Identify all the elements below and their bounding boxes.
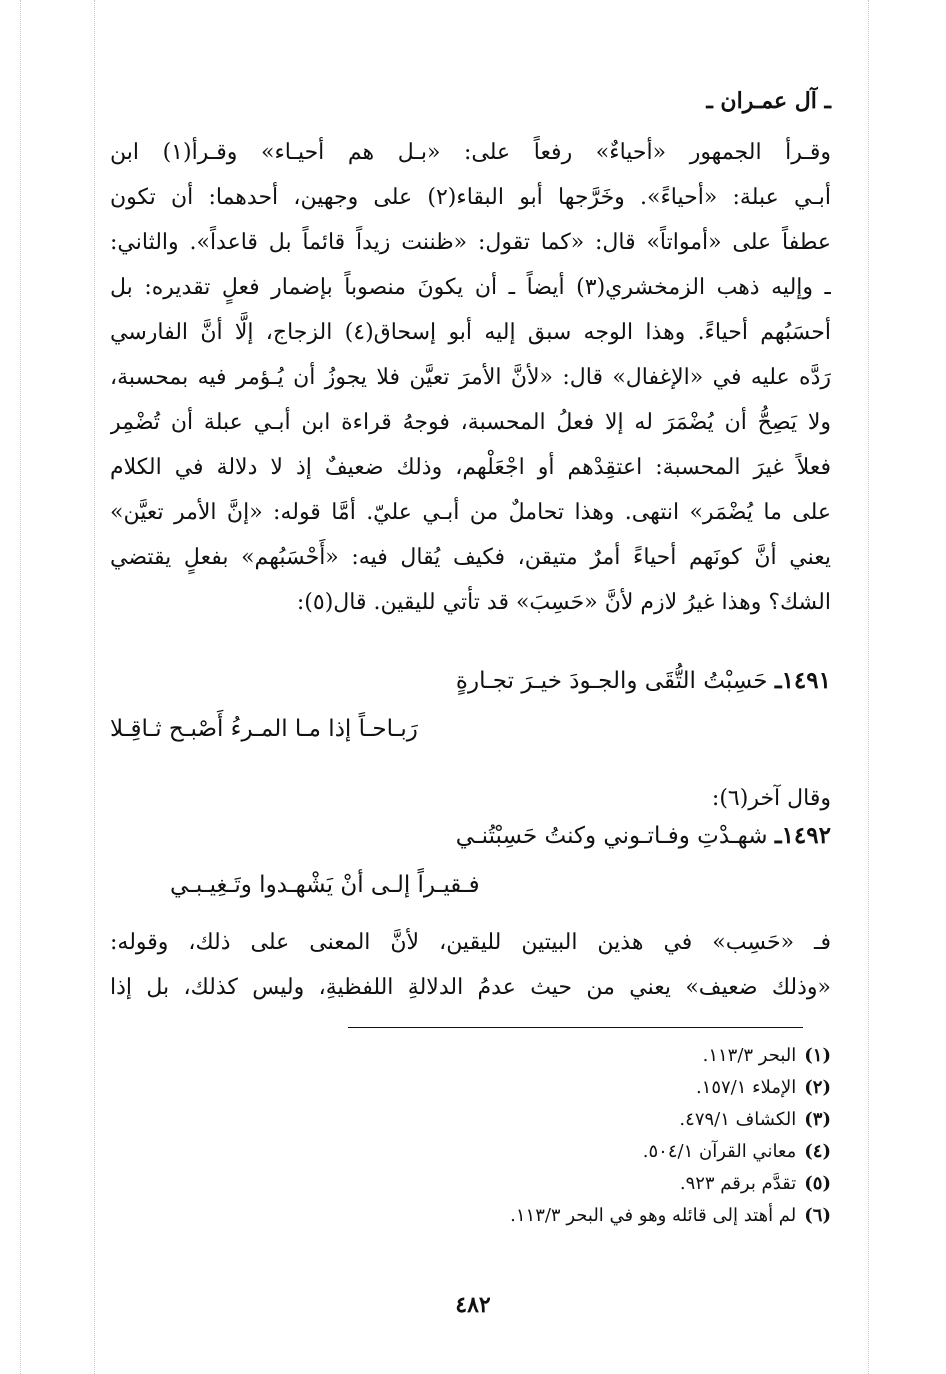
footnote [510, 1104, 831, 1136]
hemistich-text: شهـدْتِ وفـاتـوني وكنتُ حَسِبْتُنـي [455, 823, 768, 849]
footnote [510, 1136, 831, 1168]
text-line: على ما يُضْمَر» انتهى. وهذا تحاملٌ من أبـي عليّ. أمَّا قوله: «إنَّ الأمر تعيَّن» [110, 500, 831, 525]
text-line: ـ وإليه ذهب الزمخشري(٣) أيضاً ـ أن يكونَ منصوباً بإضمار فعلٍ تقديره: بل [110, 275, 831, 300]
footnote-text: البحر ١١٣/٣. [702, 1045, 797, 1066]
verse-1491-second-hemistich: رَبـاحـاً إذا مـا المـرءُ أَصْبـح ثـاقِـلا [110, 716, 418, 742]
verse-number: ١٤٩٢ـ [774, 822, 831, 849]
text-line: ولا يَصِحُّ أن يُضْمَرَ له إلا فعلُ المحسبة، فوجهُ قراءة ابن أبـي عبلة أن تُضْمِر [110, 410, 831, 435]
footnote-text: معاني القرآن ٥٠٤/١. [642, 1141, 797, 1162]
footnote-number: (٤) [804, 1141, 831, 1162]
text-line: عطفاً على «أمواتاً» قال: «كما تقول: «ظننت زيداً قائماً بل قاعداً». والثاني: [110, 230, 831, 255]
text-line: فعلاً غيرَ المحسبة: اعتقِدْهم أو اجْعَلْهم، وذلك ضعيفٌ إذ لا دلالة في الكلام [110, 455, 831, 480]
footnote-text: الكشاف ٤٧٩/١. [679, 1109, 797, 1130]
footnote [510, 1040, 831, 1072]
footnote [510, 1168, 831, 1200]
main-paragraph [110, 130, 831, 625]
verse-intro: وقال آخر(٦): [711, 786, 831, 811]
footnote-text: الإملاء ١٥٧/١. [695, 1077, 797, 1098]
text-line: الشك؟ وهذا غيرُ لازم لأنَّ «حَسِبَ» قد تأتي لليقين. قال(٥): [296, 590, 831, 615]
footnote [510, 1200, 831, 1232]
footnote-number: (٥) [804, 1173, 831, 1194]
footnote-number: (٦) [804, 1205, 831, 1226]
text-line: «وذلك ضعيف» يعني من حيث عدمُ الدلالةِ اللفظيةِ، وليس كذلك، بل إذا [110, 975, 831, 1000]
verse-1492-first-hemistich [456, 822, 831, 849]
footnote-number: (٣) [804, 1109, 831, 1130]
footnote-text: لم أهتد إلى قائله وهو في البحر ١١٣/٣. [510, 1205, 797, 1226]
text-line: أحسَبُهم أحياءً. وهذا الوجه سبق إليه أبو إسحاق(٤) الزجاج، إلَّا أنَّ الفارسي [110, 320, 831, 345]
footnote-number: (٢) [804, 1077, 831, 1098]
footnote-text: تقدَّم برقم ٩٢٣. [679, 1173, 797, 1194]
verse-number: ١٤٩١ـ [774, 667, 831, 694]
footnotes [510, 1040, 831, 1232]
verse-1492-second-hemistich: فـقيـراً إلـى أنْ يَشْهـدوا وتَـغِيـبـي [170, 872, 480, 898]
text-line: أبـي عبلة: «أحياءً». وخَرَّجها أبو البقاء(٢) على وجهين، أحدهما: أن تكون [110, 185, 831, 210]
page-number: ٤٨٢ [455, 1292, 491, 1318]
footnote-number: (١) [804, 1045, 831, 1066]
hemistich-text: حَسِبْتُ التُّقَى والجـودَ خيـرَ تجـارةٍ [455, 668, 768, 694]
text-line: رَدَّه عليه في «الإغفال» قال: «لأنَّ الأمرَ تعيَّن فلا يجوزُ أن يُـؤمر فيه بمحسبة، [110, 365, 831, 390]
verse-1491-first-hemistich [456, 667, 831, 694]
running-header: ـ آل عمـران ـ [706, 88, 831, 114]
text-line: فـ «حَسِب» في هذين البيتين لليقين، لأنَّ المعنى على ذلك، وقوله: [110, 930, 831, 955]
footnote-separator [348, 1027, 803, 1028]
text-line: يعني أنَّ كونَهم أحياءً أمرٌ متيقن، فكيف يُقال فيه: «أَحْسَبُهم» بفعلٍ يقتضي [110, 545, 831, 570]
text-line: وقـرأ الجمهور «أحياءٌ» رفعاً على: «بـل هم أحيـاء» وقـرأ(١) ابن [110, 140, 831, 165]
continuation-paragraph [110, 920, 831, 1010]
footnote [510, 1072, 831, 1104]
